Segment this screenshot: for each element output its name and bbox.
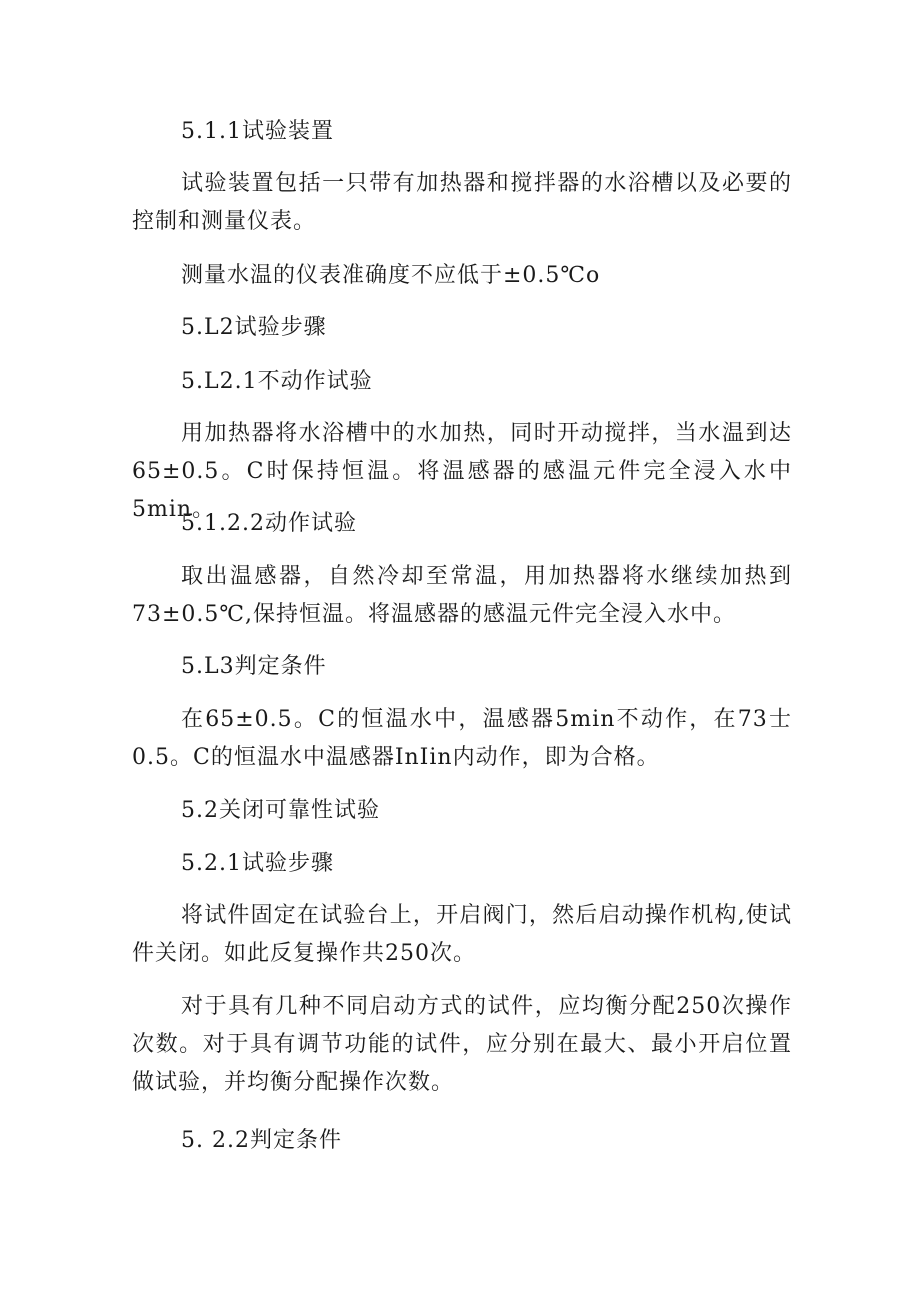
section-heading-5-2-2: 5. 2.2判定条件 (181, 1128, 342, 1153)
section-heading-5-1-2: 5.L2试验步骤 (181, 315, 327, 340)
paragraph-closing-test-steps: 将试件固定在试验台上，开启阀门，然后启动操作机构,使试件关闭。如此反复操作共250次。 (132, 903, 792, 966)
section-heading-5-1-2-1: 5.L2.1不动作试验 (181, 369, 373, 394)
section-heading-5-1-3: 5.L3判定条件 (181, 654, 327, 679)
paragraph-thermometer-accuracy: 测量水温的仪表准确度不应低于±0.5℃o (181, 263, 601, 288)
section-heading-5-2: 5.2关闭可靠性试验 (181, 798, 380, 823)
paragraph-non-operation-test: 用加热器将水浴槽中的水加热，同时开动搅拌，当水温到达65±0.5。C时保持恒温。将温感器的感温元件完全浸入水中5min。 (132, 421, 792, 522)
section-heading-5-1-2-2: 5.1.2.2动作试验 (181, 511, 357, 536)
paragraph-test-apparatus: 试验装置包括一只带有加热器和搅拌器的水浴槽以及必要的控制和测量仪表。 (132, 171, 792, 234)
paragraph-operation-test: 取出温感器，自然冷却至常温，用加热器将水继续加热到73±0.5℃,保持恒温。将温感器的感温元件完全浸入水中。 (132, 564, 792, 627)
section-heading-5-1-1: 5.1.1试验装置 (181, 119, 334, 144)
section-heading-5-2-1: 5.2.1试验步骤 (181, 851, 334, 876)
paragraph-judgement-criteria: 在65±0.5。C的恒温水中，温感器5min不动作，在73士0.5。C的恒温水中温感器InIin内动作，即为合格。 (132, 707, 792, 770)
paragraph-operation-distribution: 对于具有几种不同启动方式的试件，应均衡分配250次操作次数。对于具有调节功能的试件，应分别在最大、最小开启位置做试验，并均衡分配操作次数。 (132, 994, 792, 1095)
